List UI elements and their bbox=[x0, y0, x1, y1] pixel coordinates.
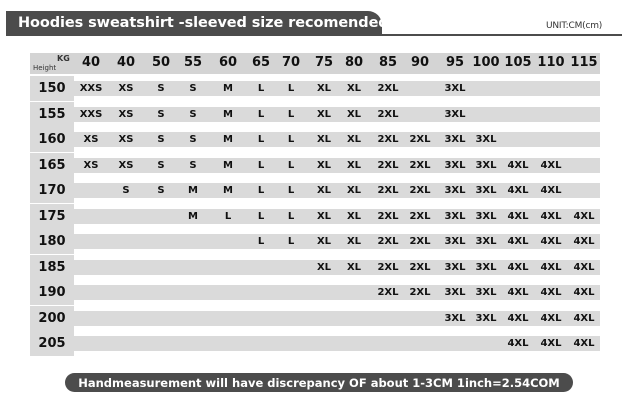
size-cell: 4XL bbox=[540, 185, 562, 196]
size-cell: M bbox=[223, 134, 233, 145]
height-label: 165 bbox=[38, 158, 66, 173]
size-cell: L bbox=[257, 134, 265, 145]
size-cell: 2XL bbox=[409, 262, 431, 273]
size-cell: 3XL bbox=[475, 134, 497, 145]
size-cell: 2XL bbox=[409, 134, 431, 145]
size-cell: 4XL bbox=[507, 160, 529, 171]
title-underline bbox=[6, 34, 622, 36]
weight-header-cell: 70 bbox=[281, 55, 301, 70]
size-cell: 2XL bbox=[377, 160, 399, 171]
size-cell: 4XL bbox=[507, 185, 529, 196]
size-cell: 4XL bbox=[573, 287, 595, 298]
size-cell: XL bbox=[316, 236, 332, 247]
size-cell: L bbox=[257, 83, 265, 94]
size-cell: 3XL bbox=[444, 185, 466, 196]
size-cell: 4XL bbox=[573, 262, 595, 273]
size-cell: S bbox=[157, 160, 165, 171]
size-cell: 2XL bbox=[409, 287, 431, 298]
size-cell: XS bbox=[118, 83, 134, 94]
weight-header-cell: 65 bbox=[251, 55, 271, 70]
size-cell: 4XL bbox=[573, 313, 595, 324]
size-cell: 4XL bbox=[507, 287, 529, 298]
size-cell: 3XL bbox=[475, 185, 497, 196]
size-cell: 2XL bbox=[377, 287, 399, 298]
size-cell: 3XL bbox=[475, 287, 497, 298]
size-cell: XS bbox=[83, 160, 99, 171]
size-cell: S bbox=[157, 83, 165, 94]
weight-header-cell: 80 bbox=[344, 55, 364, 70]
size-cell: 2XL bbox=[377, 211, 399, 222]
size-cell: S bbox=[122, 185, 130, 196]
size-cell: S bbox=[157, 109, 165, 120]
size-cell: XL bbox=[346, 109, 362, 120]
size-cell: 3XL bbox=[475, 313, 497, 324]
weight-header-cell: 90 bbox=[410, 55, 430, 70]
height-label: 205 bbox=[38, 336, 66, 351]
size-cell: M bbox=[223, 160, 233, 171]
size-cell: L bbox=[287, 185, 295, 196]
weight-header-cell: 40 bbox=[116, 55, 136, 70]
size-cell: 4XL bbox=[540, 211, 562, 222]
height-label: 185 bbox=[38, 260, 66, 275]
size-cell: XS bbox=[83, 134, 99, 145]
size-cell: 2XL bbox=[377, 236, 399, 247]
size-cell: 2XL bbox=[377, 109, 399, 120]
corner-height-label: Height bbox=[33, 64, 57, 72]
weight-header-cell: 60 bbox=[218, 55, 238, 70]
size-cell: XL bbox=[316, 134, 332, 145]
size-cell: 3XL bbox=[475, 160, 497, 171]
weight-header-cell: 50 bbox=[151, 55, 171, 70]
size-cell: 4XL bbox=[507, 236, 529, 247]
weight-header-cell: 55 bbox=[183, 55, 203, 70]
size-cell: M bbox=[188, 211, 198, 222]
weight-header-cell: 115 bbox=[570, 55, 598, 70]
size-cell: 3XL bbox=[444, 211, 466, 222]
size-cell: XS bbox=[118, 134, 134, 145]
size-cell: 3XL bbox=[444, 83, 466, 94]
weight-header-cell: 40 bbox=[81, 55, 101, 70]
size-cell: 3XL bbox=[444, 262, 466, 273]
weight-header-cell: 95 bbox=[445, 55, 465, 70]
size-cell: 2XL bbox=[409, 160, 431, 171]
size-cell: S bbox=[189, 134, 197, 145]
corner-kg-label: KG bbox=[57, 54, 70, 63]
size-cell: S bbox=[157, 185, 165, 196]
size-cell: S bbox=[189, 83, 197, 94]
size-cell: L bbox=[257, 236, 265, 247]
size-cell: XXS bbox=[79, 109, 103, 120]
weight-header-row bbox=[30, 53, 600, 74]
size-cell: XL bbox=[346, 83, 362, 94]
size-cell: 4XL bbox=[540, 313, 562, 324]
size-cell: 3XL bbox=[475, 211, 497, 222]
size-cell: L bbox=[257, 109, 265, 120]
weight-header-cell: 100 bbox=[472, 55, 500, 70]
height-label: 170 bbox=[38, 183, 66, 198]
size-cell: 3XL bbox=[444, 109, 466, 120]
size-cell: XL bbox=[316, 262, 332, 273]
size-cell: 2XL bbox=[409, 236, 431, 247]
size-cell: L bbox=[287, 160, 295, 171]
weight-header-cell: 110 bbox=[537, 55, 565, 70]
size-cell: 4XL bbox=[507, 313, 529, 324]
weight-header-cell: 105 bbox=[504, 55, 532, 70]
size-cell: L bbox=[257, 160, 265, 171]
height-label: 150 bbox=[38, 81, 66, 96]
page-title: Hoodies sweatshirt -sleeved size recomended table bbox=[6, 11, 382, 35]
size-cell: 3XL bbox=[444, 313, 466, 324]
size-cell: XL bbox=[316, 211, 332, 222]
size-cell: L bbox=[287, 109, 295, 120]
size-cell: 3XL bbox=[475, 236, 497, 247]
size-cell: XL bbox=[346, 236, 362, 247]
size-cell: XL bbox=[346, 185, 362, 196]
size-cell: XL bbox=[346, 262, 362, 273]
size-cell: M bbox=[188, 185, 198, 196]
size-cell: 3XL bbox=[444, 134, 466, 145]
size-cell: 4XL bbox=[573, 338, 595, 349]
size-cell: 4XL bbox=[507, 338, 529, 349]
size-cell: 4XL bbox=[540, 338, 562, 349]
footer-note: Handmeasurement will have discrepancy OF about 1-3CM 1inch=2.54COM bbox=[65, 373, 573, 392]
size-cell: XL bbox=[346, 211, 362, 222]
size-cell: 2XL bbox=[377, 185, 399, 196]
size-cell: 4XL bbox=[573, 211, 595, 222]
size-cell: XS bbox=[118, 160, 134, 171]
size-cell: 2XL bbox=[409, 185, 431, 196]
height-label: 175 bbox=[38, 209, 66, 224]
size-cell: XL bbox=[316, 109, 332, 120]
size-cell: XXS bbox=[79, 83, 103, 94]
size-cell: 4XL bbox=[540, 287, 562, 298]
size-cell: 4XL bbox=[507, 262, 529, 273]
weight-header-cell: 85 bbox=[378, 55, 398, 70]
size-cell: 2XL bbox=[377, 83, 399, 94]
size-cell: 4XL bbox=[507, 211, 529, 222]
height-label: 200 bbox=[38, 311, 66, 326]
size-cell: L bbox=[287, 236, 295, 247]
size-cell: 4XL bbox=[540, 262, 562, 273]
size-cell: 4XL bbox=[540, 160, 562, 171]
size-cell: M bbox=[223, 185, 233, 196]
unit-label: UNIT:CM(cm) bbox=[546, 21, 603, 31]
size-cell: S bbox=[189, 109, 197, 120]
height-label: 160 bbox=[38, 132, 66, 147]
size-cell: XL bbox=[316, 83, 332, 94]
height-label: 190 bbox=[38, 285, 66, 300]
weight-header-cell: 75 bbox=[314, 55, 334, 70]
size-cell: 4XL bbox=[573, 236, 595, 247]
size-cell: 3XL bbox=[475, 262, 497, 273]
size-cell: 3XL bbox=[444, 160, 466, 171]
size-cell: L bbox=[257, 211, 265, 222]
size-cell: 2XL bbox=[377, 134, 399, 145]
size-cell: L bbox=[287, 211, 295, 222]
size-cell: L bbox=[257, 185, 265, 196]
size-cell: 4XL bbox=[540, 236, 562, 247]
size-cell: L bbox=[287, 134, 295, 145]
height-label: 155 bbox=[38, 107, 66, 122]
size-cell: L bbox=[224, 211, 232, 222]
size-cell: S bbox=[189, 160, 197, 171]
size-cell: M bbox=[223, 83, 233, 94]
size-cell: XL bbox=[316, 160, 332, 171]
size-cell: XL bbox=[346, 134, 362, 145]
size-cell: XS bbox=[118, 109, 134, 120]
size-cell: M bbox=[223, 109, 233, 120]
size-cell: 2XL bbox=[409, 211, 431, 222]
size-cell: L bbox=[287, 83, 295, 94]
size-cell: S bbox=[157, 134, 165, 145]
size-cell: XL bbox=[316, 185, 332, 196]
size-cell: 3XL bbox=[444, 236, 466, 247]
size-cell: 2XL bbox=[377, 262, 399, 273]
size-cell: 3XL bbox=[444, 287, 466, 298]
size-cell: XL bbox=[346, 160, 362, 171]
height-label: 180 bbox=[38, 234, 66, 249]
